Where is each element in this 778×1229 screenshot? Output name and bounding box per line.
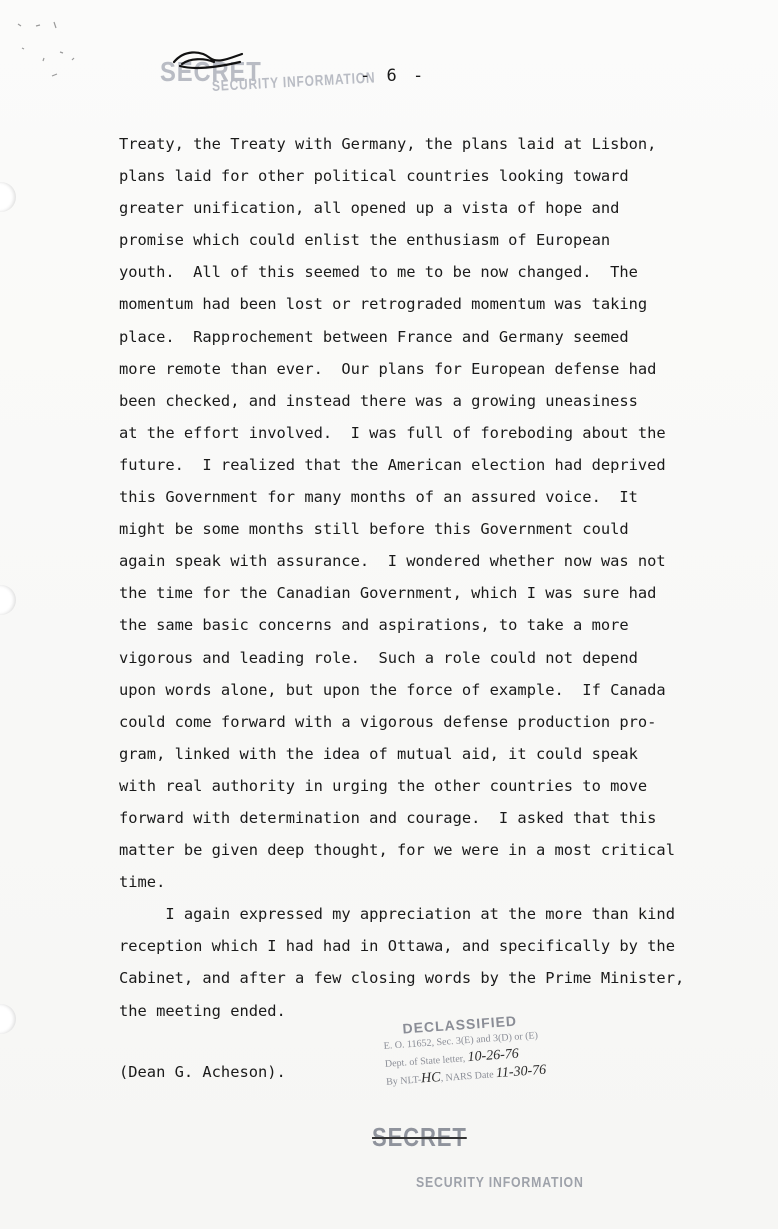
declassified-by-label: By NLT- <box>385 1074 422 1088</box>
declassified-authority: E. O. 11652, Sec. 3(E) and 3(D) or (E) <box>383 1030 539 1052</box>
secret-stamp-bottom: SECRET <box>372 1122 467 1152</box>
body-line: matter be given deep thought, for we were in a most critical <box>119 841 675 860</box>
body-line: Treaty, the Treaty with Germany, the plans laid at Lisbon, <box>119 135 657 153</box>
body-line: again speak with assurance. I wondered whether now was not <box>119 552 666 571</box>
declassified-initials: HC <box>420 1070 442 1087</box>
secret-stamp-top: SECRET <box>160 56 262 87</box>
punch-hole-middle <box>0 585 16 615</box>
body-line: this Government for many months of an assured voice. It <box>119 488 638 507</box>
signature-line: (Dean G. Acheson). <box>119 1063 286 1081</box>
declassified-nars-label: , NARS Date <box>440 1069 494 1085</box>
declassified-letter-label: Dept. of State letter, <box>384 1053 466 1070</box>
declassification-stamp <box>382 1007 606 1091</box>
page-number: - 6 - <box>360 66 427 86</box>
body-line: at the effort involved. I was full of foreboding about the <box>119 423 666 442</box>
body-line: been checked, and instead there was a growing uneasiness <box>119 391 638 410</box>
declassified-letter-date: 10-26-76 <box>467 1046 520 1066</box>
body-line: more remote than ever. Our plans for European defense had <box>119 359 657 378</box>
body-line: might be some months still before this Government could <box>119 520 629 539</box>
body-line: with real authority in urging the other countries to move <box>119 776 648 795</box>
body-line: I again expressed my appreciation at the more than kind <box>119 905 675 924</box>
body-line: place. Rapprochement between France and Germany seemed <box>119 327 629 346</box>
body-line: could come forward with a vigorous defense production pro- <box>119 712 657 731</box>
body-line: Cabinet, and after a few closing words by the Prime Minister, <box>119 969 685 988</box>
body-line: promise which could enlist the enthusiasm of European <box>119 231 611 250</box>
declassified-title: DECLASSIFIED <box>401 1012 518 1037</box>
body-line: upon words alone, but upon the force of example. If Canada <box>119 680 666 699</box>
body-line: vigorous and leading role. Such a role could not depend <box>119 648 638 667</box>
margin-marks <box>14 18 84 88</box>
security-information-stamp-top: SECURITY INFORMATION <box>211 69 376 95</box>
body-line: future. I realized that the American election had deprived <box>119 455 666 474</box>
declassified-nars-date: 11-30-76 <box>495 1062 547 1082</box>
body-line: youth. All of this seemed to me to be now changed. The <box>119 263 638 282</box>
body-line: plans laid for other political countries looking toward <box>119 167 629 186</box>
body-line: time. <box>119 873 166 892</box>
body-line: the time for the Canadian Government, which I was sure had <box>119 584 657 603</box>
memo-body-text <box>119 128 719 1027</box>
body-line: momentum had been lost or retrograded momentum was taking <box>119 295 648 314</box>
punch-hole-bottom <box>0 1004 16 1034</box>
body-line: forward with determination and courage. I asked that this <box>119 808 657 827</box>
body-line: the meeting ended. <box>119 1001 286 1020</box>
body-line: reception which I had had in Ottawa, and specifically by the <box>119 937 675 956</box>
body-line: the same basic concerns and aspirations, to take a more <box>119 616 629 635</box>
body-line: greater unification, all opened up a vista of hope and <box>119 199 620 218</box>
handwritten-strike-mark <box>170 46 250 76</box>
body-line: gram, linked with the idea of mutual aid, it could speak <box>119 744 638 763</box>
punch-hole-top <box>0 182 16 212</box>
security-information-stamp-bottom: SECURITY INFORMATION <box>416 1174 584 1191</box>
